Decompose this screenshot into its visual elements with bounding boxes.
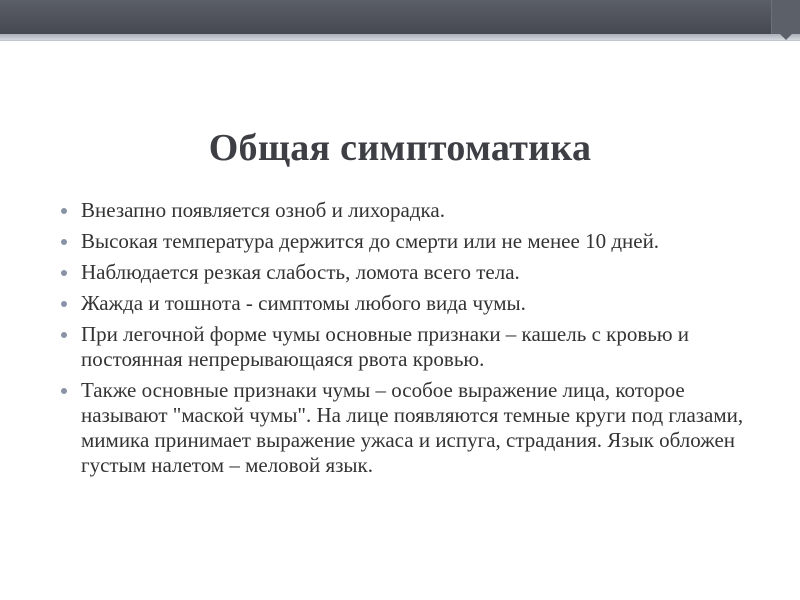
bullet-text: При легочной форме чумы основные признаки – кашель с кровью и постоянная непрерывающаяся рвота кровью. xyxy=(81,322,690,371)
header-divider xyxy=(0,40,800,41)
bullet-text: Жажда и тошнота - симптомы любого вида чумы. xyxy=(81,291,526,315)
corner-arrow-icon xyxy=(780,34,792,40)
bullet-item xyxy=(56,378,756,478)
bullet-text: Высокая температура держится до смерти или не менее 10 дней. xyxy=(81,229,660,253)
bullet-item xyxy=(56,198,756,223)
bullet-item xyxy=(56,322,756,372)
bullet-text: Наблюдается резкая слабость, ломота всего тела. xyxy=(81,260,520,284)
bullet-dot-icon xyxy=(61,332,67,338)
bullet-item xyxy=(56,260,756,285)
corner-tab xyxy=(771,0,800,34)
bullet-text: Также основные признаки чумы – особое выражение лица, которое называют "маской чумы". На лице появляются темные круги под глазами, мимика принимает выражение ужаса и испуга, страдания. Язык обложен густым налетом – меловой язык. xyxy=(81,378,744,477)
bullet-dot-icon xyxy=(61,239,67,245)
bullet-dot-icon xyxy=(61,270,67,276)
bullet-item xyxy=(56,229,756,254)
bullet-list xyxy=(56,198,756,484)
slide-title: Общая симптоматика xyxy=(208,127,592,169)
bullet-dot-icon xyxy=(61,208,67,214)
bullet-item xyxy=(56,291,756,316)
bullet-dot-icon xyxy=(61,301,67,307)
bullet-dot-icon xyxy=(61,388,67,394)
bullet-text: Внезапно появляется озноб и лихорадка. xyxy=(81,198,445,222)
header-bar xyxy=(0,0,800,34)
